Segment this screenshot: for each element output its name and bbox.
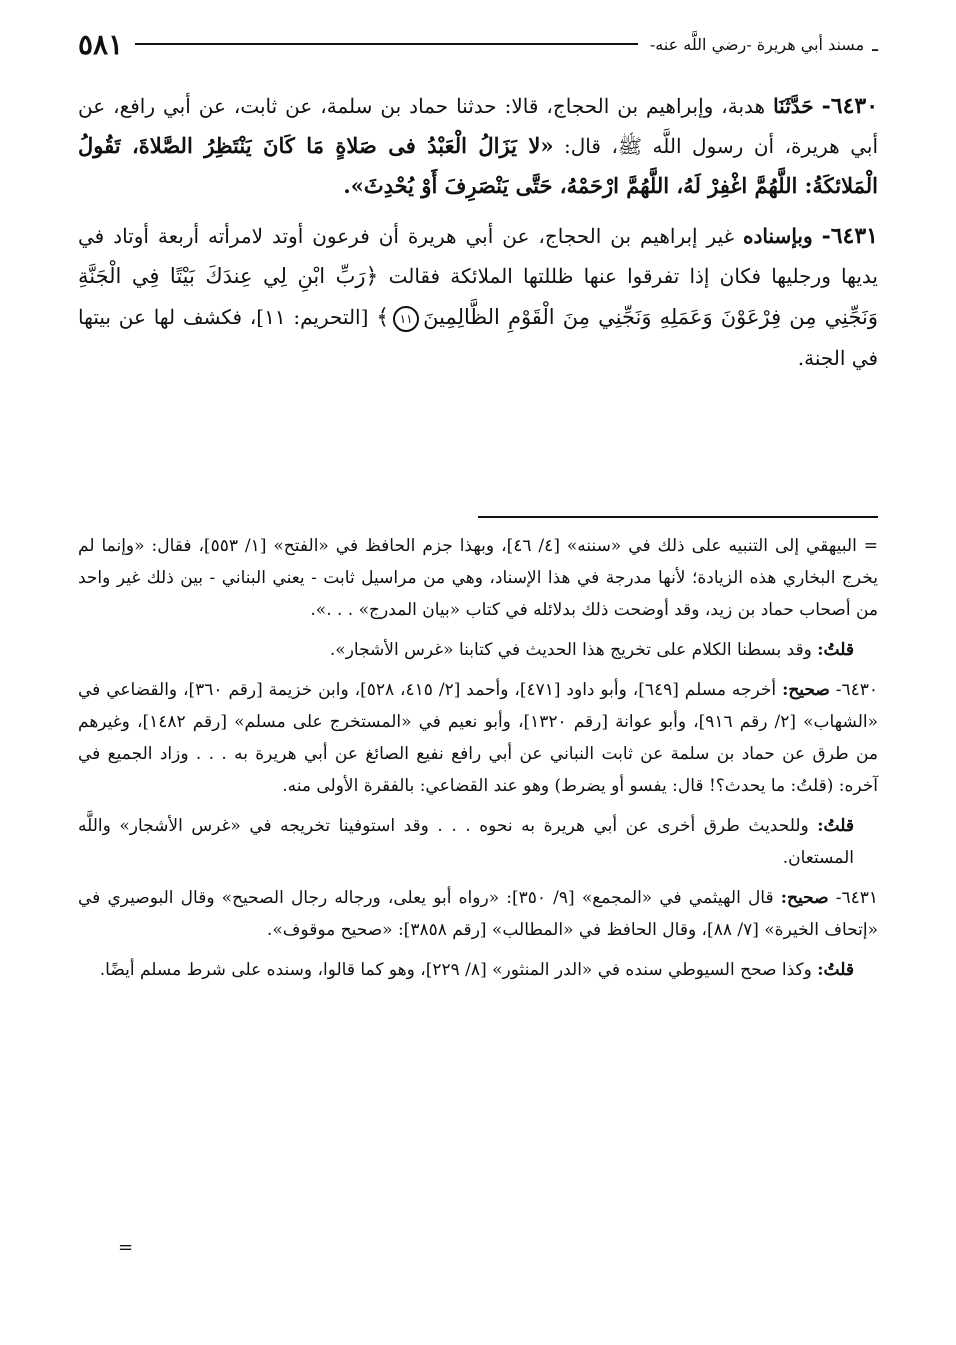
hadith-text-end: [التحريم: ١١]، فكشف لها عن بيتها في الجنة. <box>78 305 878 370</box>
footnote-6430 <box>78 674 878 802</box>
hadith-6430 <box>78 86 878 206</box>
header-dash: ـ <box>872 32 878 56</box>
footnote-text: وللحديث طرق أخرى عن أبي هريرة به نحوه . . . وقد استوفينا تخريجه في «غرس الأشجار» واللَّه المستعان. <box>78 816 854 868</box>
quran-ornament-close: ﴾ <box>376 305 390 330</box>
haddathana: حَدَّثَنَا <box>773 94 814 118</box>
page-header <box>78 24 878 64</box>
page-number: ٥٨١ <box>78 27 124 61</box>
qultu-label: قلتُ: <box>817 816 854 836</box>
footnote-text: = البيهقي إلى التنبيه على ذلك في «سننه» [٤/ ٤٦]، وبهذا جزم الحافظ في «الفتح» [١/ ٥٥٣]، فقال: «وإنما لم يخرج البخاري هذه الزيادة؛ لأنها مدرجة في هذا الإسناد، وهي من مراسيل ثابت - يعني البناني - بين ذلك غير واحد من أصحاب حماد بن زيد، وقد أوضحت ذلك بدلائله في كتاب «بيان المدرج» . . .». <box>78 536 878 620</box>
matn: «لا يَزَالُ الْعَبْدُ فى صَلاةٍ مَا كَانَ يَنْتَظِرُ الصَّلاةَ، تَقُولُ الْمَلائكَةُ: اللَّهُمَّ اغْفِرْ لَهُ، اللَّهُمَّ ارْحَمْهُ، حَتَّى يَنْصَرِفَ أَوْ يُحْدِثَ». <box>78 133 878 198</box>
footnote-note <box>78 634 878 666</box>
footnote-text: أخرجه مسلم [٦٤٩]، وأبو داود [٤٧١]، وأحمد [٢/ ٤١٥، ٥٢٨]، وابن خزيمة [رقم ٣٦٠]، والقضاعي في «الشهاب» [٢/ رقم ٩١٦]، وأبو عوانة [رقم ١٣٢٠]، وأبو نعيم في «المستخرج على مسلم» [رقم ١٤٨٢]، وغيرهم من طرق عن حماد بن سلمة عن ثابت النباني عن أبي رافع نفيع الصائغ عن أبي هريرة به . . . وزاد الجميع في آخره: (قلتُ: ما يحدث؟! قال: يفسو أو يضرط) وهو عند القضاعي: بالفقرة الأولى منه. <box>78 680 879 796</box>
footnote-number: ٦٤٣١- <box>835 888 878 908</box>
quran-ornament-open: ﴿ <box>365 264 379 289</box>
footnote-text: وقد بسطنا الكلام على تخريج هذا الحديث في كتابنا «غرس الأشجار». <box>329 640 812 660</box>
qultu-label: قلتُ: <box>817 960 854 980</box>
footnotes <box>78 530 878 994</box>
footnote-separator <box>478 516 878 518</box>
main-text <box>78 86 878 388</box>
grade-label: صحيح: <box>780 888 829 908</box>
running-title: مسند أبي هريرة -رضي اللَّه عنه- <box>649 34 865 54</box>
footnote-note <box>78 954 878 986</box>
footnote-6431 <box>78 882 878 946</box>
grade-label: صحيح: <box>782 680 830 700</box>
footnote-number: ٦٤٣٠- <box>835 680 879 700</box>
isnad: هدبة، وإبراهيم بن الحجاج، قالا: حدثنا حماد بن سلمة، عن ثابت، عن أبي رافع، عن أبي هريرة، أن رسول اللَّه ﷺ، قال: <box>78 94 878 158</box>
header-rule <box>135 43 638 45</box>
hadith-number: ٦٤٣٠- <box>821 93 879 119</box>
hadith-number: ٦٤٣١- <box>821 223 878 249</box>
hadith-6431 <box>78 216 878 378</box>
wa-bi-isnadihi: وبإسناده <box>743 224 813 248</box>
footnote-text: قال الهيثمي في «المجمع» [٩/ ٣٥٠]: «رواه أبو يعلى، ورجاله رجال الصحيح» وقال البوصيري في «إتحاف الخيرة» [٧/ ٨٨]، وقال الحافظ في «المطالب» [رقم ٣٨٥٨]: «صحيح موقوف». <box>78 888 878 940</box>
footnote-note <box>78 810 878 874</box>
continuation-mark: = <box>118 1237 134 1258</box>
quran-verse: رَبِّ ابْنِ لِي عِندَكَ بَيْتًا فِي الْجَنَّةِ وَنَجِّنِي مِن فِرْعَوْنَ وَعَمَلِهِ وَنَجِّنِي مِنَ الْقَوْمِ الظَّالِمِينَ <box>78 264 878 329</box>
ayah-number-icon: ١١ <box>393 306 419 332</box>
footnote-text: وكذا صحح السيوطي سنده في «الدر المنثور» [٨/ ٢٢٩]، وهو كما قالوا، وسنده على شرط مسلم أيضًا. <box>99 960 812 980</box>
footnote-continuation <box>78 530 878 626</box>
hadith-text: غير إبراهيم بن الحجاج، عن أبي هريرة أن فرعون أوتد لامرأته أربعة أوتاد في يديها ورجليها فكان إذا تفرقوا عنها ظللتها الملائكة فقالت <box>78 224 878 288</box>
qultu-label: قلتُ: <box>817 640 854 660</box>
